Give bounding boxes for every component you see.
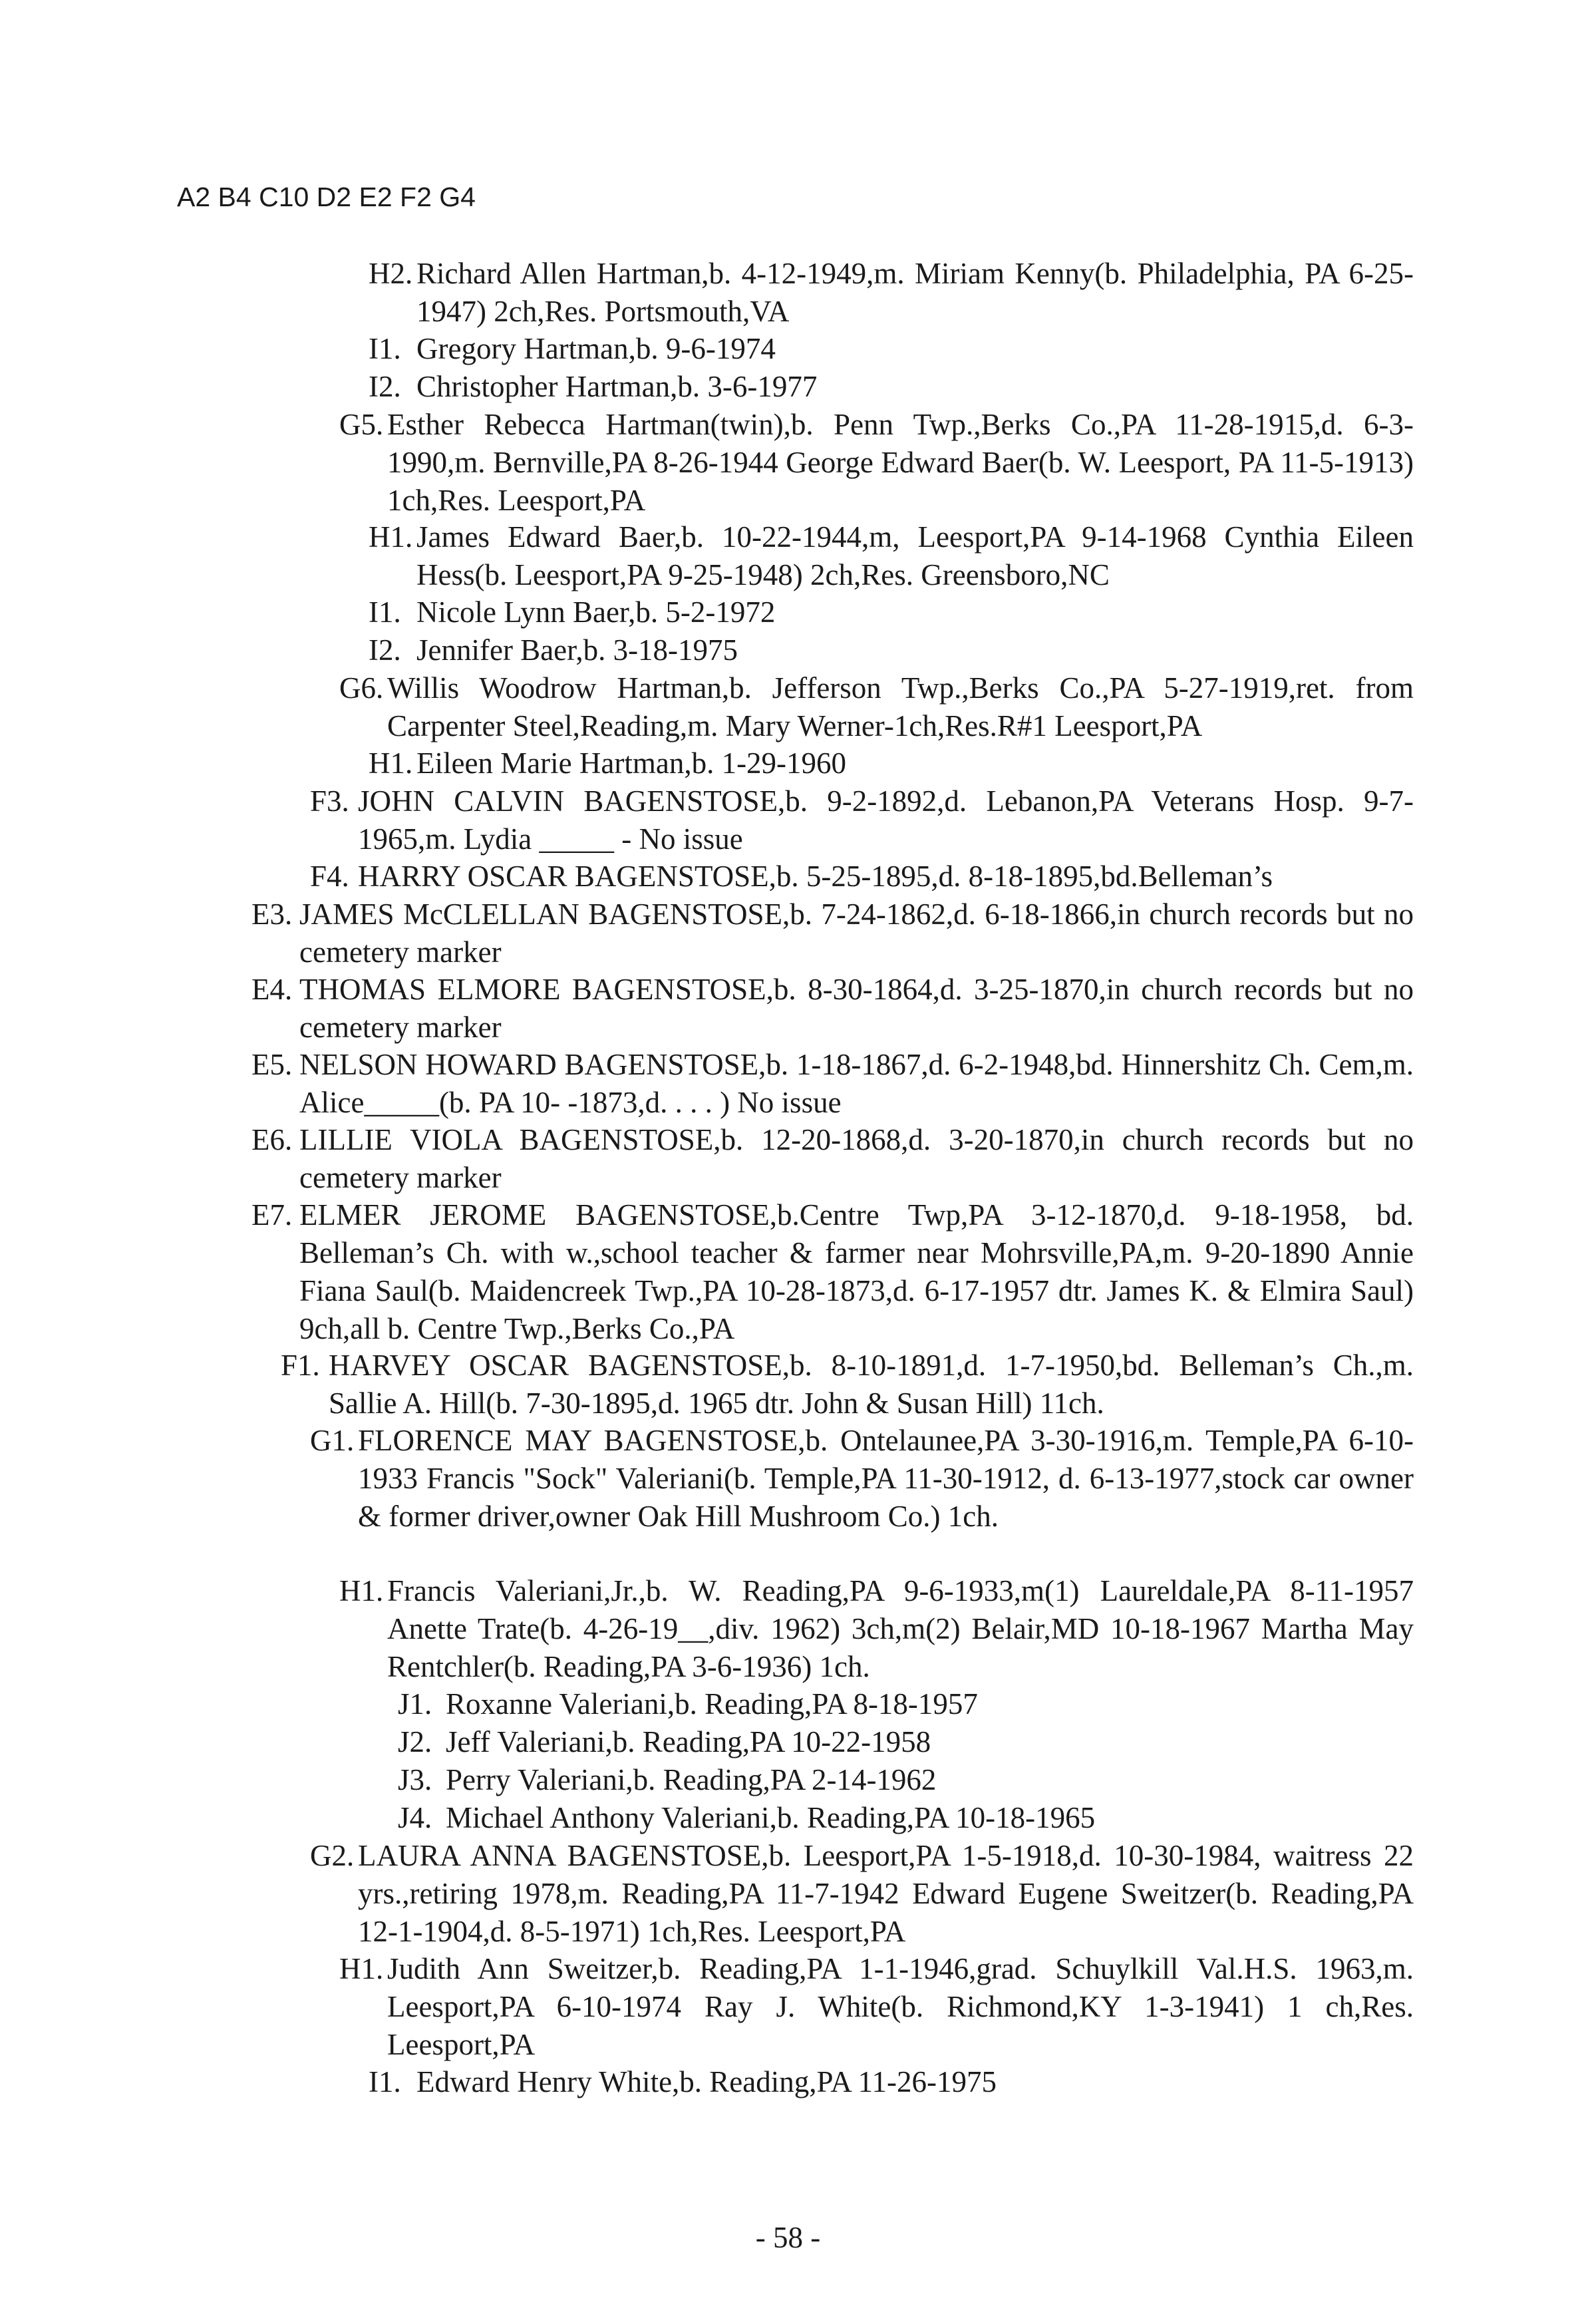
entry-text: ELMER JEROME BAGENSTOSE,b.Centre Twp,PA 3-12-1870,d. 9-18-1958, bd. Belleman’s Ch. with w.,school teacher & farmer near Mohrsville,PA,m. 9-20-1890 Annie Fiana Saul(b. Maidencreek Twp.,PA 10-28-1873,d. 6-17-1957 dtr. James K. & Elmira Saul) 9ch,all b. Centre Twp.,Berks Co.,PA bbox=[299, 1198, 1414, 1345]
entry-text: Perry Valeriani,b. Reading,PA 2-14-1962 bbox=[446, 1763, 937, 1796]
entry-text: FLORENCE MAY BAGENSTOSE,b. Ontelaunee,PA 3-30-1916,m. Temple,PA 6-10-1933 Francis "Sock" Valeriani(b. Temple,PA 11-30-1912, d. 6-13-1977,stock car owner & former driver,owner Oak Hill Mushroom Co.) 1ch. bbox=[358, 1424, 1414, 1533]
entry-text: Richard Allen Hartman,b. 4-12-1949,m. Miriam Kenny(b. Philadelphia, PA 6-25-1947) 2ch,Res. Portsmouth,VA bbox=[416, 257, 1414, 328]
generation-header: A2 B4 C10 D2 E2 F2 G4 bbox=[177, 182, 476, 212]
entry-text: HARVEY OSCAR BAGENSTOSE,b. 8-10-1891,d. 1-7-1950,bd. Belleman’s Ch.,m. Sallie A. Hill(b. 7-30-1895,d. 1965 dtr. John & Susan Hill) 11ch. bbox=[329, 1349, 1414, 1420]
entry-text: JAMES McCLELLAN BAGENSTOSE,b. 7-24-1862,d. 6-18-1866,in church records but no cemetery marker bbox=[299, 898, 1414, 969]
entry-text: LILLIE VIOLA BAGENSTOSE,b. 12-20-1868,d. 3-20-1870,in church records but no cemetery marker bbox=[299, 1123, 1414, 1194]
entry-label: E6. bbox=[251, 1123, 293, 1156]
entry-label: J2. bbox=[398, 1725, 432, 1758]
entry-text: Christopher Hartman,b. 3-6-1977 bbox=[416, 370, 818, 403]
entry-text: Willis Woodrow Hartman,b. Jefferson Twp.,Berks Co.,PA 5-27-1919,ret. from Carpenter Steel,Reading,m. Mary Werner-1ch,Res.R#1 Leesport,PA bbox=[387, 671, 1414, 743]
entry-text: Jeff Valeriani,b. Reading,PA 10-22-1958 bbox=[446, 1725, 931, 1758]
entry-label: F1. bbox=[281, 1349, 320, 1382]
entry-label: H1. bbox=[369, 520, 413, 554]
entry-label: F3. bbox=[310, 784, 349, 818]
entry-text: Judith Ann Sweitzer,b. Reading,PA 1-1-1946,grad. Schuylkill Val.H.S. 1963,m. Leesport,PA 6-10-1974 Ray J. White(b. Richmond,KY 1-3-1941) 1 ch,Res. Leesport,PA bbox=[387, 1952, 1414, 2061]
entry-text: Roxanne Valeriani,b. Reading,PA 8-18-1957 bbox=[446, 1687, 978, 1721]
entry-text: HARRY OSCAR BAGENSTOSE,b. 5-25-1895,d. 8-18-1895,bd.Belleman’s bbox=[358, 860, 1273, 893]
entry-label: G6. bbox=[339, 671, 384, 705]
entry-text: Edward Henry White,b. Reading,PA 11-26-1975 bbox=[416, 2065, 997, 2098]
entry-label: I1. bbox=[369, 332, 401, 365]
entry-label: E7. bbox=[251, 1198, 293, 1232]
entry-label: G1. bbox=[310, 1424, 355, 1457]
entry-text: Eileen Marie Hartman,b. 1-29-1960 bbox=[416, 747, 847, 780]
entry-label: G2. bbox=[310, 1839, 355, 1872]
entry-text: Nicole Lynn Baer,b. 5-2-1972 bbox=[416, 595, 776, 629]
page-number: - 58 - bbox=[755, 2221, 821, 2254]
entry-label: H1. bbox=[339, 1952, 384, 1985]
entry-text: Jennifer Baer,b. 3-18-1975 bbox=[416, 633, 738, 667]
entry-label: J3. bbox=[398, 1763, 432, 1796]
entry-text: Gregory Hartman,b. 9-6-1974 bbox=[416, 332, 776, 365]
entry-label: G5. bbox=[339, 408, 384, 441]
entry-text: Francis Valeriani,Jr.,b. W. Reading,PA 9-6-1933,m(1) Laureldale,PA 8-11-1957 Anette Trate(b. 4-26-19__,div. 1962) 3ch,m(2) Belair,MD 10-18-1967 Martha May Rentchler(b. Reading,PA 3-6-1936) 1ch. bbox=[387, 1574, 1414, 1683]
entry-text: Michael Anthony Valeriani,b. Reading,PA 10-18-1965 bbox=[446, 1801, 1096, 1834]
entry-label: I1. bbox=[369, 2065, 401, 2098]
entry-text: THOMAS ELMORE BAGENSTOSE,b. 8-30-1864,d. 3-25-1870,in church records but no cemetery marker bbox=[299, 973, 1414, 1044]
entry-label: I2. bbox=[369, 370, 401, 403]
entry-label: F4. bbox=[310, 860, 349, 893]
entry-label: E5. bbox=[251, 1048, 293, 1081]
entry-label: H2. bbox=[369, 257, 413, 290]
entry-text: JOHN CALVIN BAGENSTOSE,b. 9-2-1892,d. Lebanon,PA Veterans Hosp. 9-7-1965,m. Lydia _____ - No issue bbox=[358, 784, 1414, 856]
entry-label: E3. bbox=[251, 898, 293, 931]
entry-label: I1. bbox=[369, 595, 401, 629]
entry-text: LAURA ANNA BAGENSTOSE,b. Leesport,PA 1-5-1918,d. 10-30-1984, waitress 22 yrs.,retiring 1978,m. Reading,PA 11-7-1942 Edward Eugene Sweitzer(b. Reading,PA 12-1-1904,d. 8-5-1971) 1ch,Res. Leesport,PA bbox=[358, 1839, 1414, 1948]
entry-label: H1. bbox=[369, 747, 413, 780]
entry-label: I2. bbox=[369, 633, 401, 667]
entry-label: J4. bbox=[398, 1801, 432, 1834]
entry-text: NELSON HOWARD BAGENSTOSE,b. 1-18-1867,d. 6-2-1948,bd. Hinnershitz Ch. Cem,m. Alice_____(b. PA 10- -1873,d. . . . ) No issue bbox=[299, 1048, 1414, 1119]
entry-label: H1. bbox=[339, 1574, 384, 1607]
entry-label: J1. bbox=[398, 1687, 432, 1721]
entry-label: E4. bbox=[251, 973, 293, 1006]
entry-text: Esther Rebecca Hartman(twin),b. Penn Twp.,Berks Co.,PA 11-28-1915,d. 6-3-1990,m. Bernville,PA 8-26-1944 George Edward Baer(b. W. Leesport, PA 11-5-1913) 1ch,Res. Leesport,PA bbox=[387, 408, 1414, 517]
entry-text: James Edward Baer,b. 10-22-1944,m, Leesport,PA 9-14-1968 Cynthia Eileen Hess(b. Leesport,PA 9-25-1948) 2ch,Res. Greensboro,NC bbox=[416, 520, 1414, 591]
